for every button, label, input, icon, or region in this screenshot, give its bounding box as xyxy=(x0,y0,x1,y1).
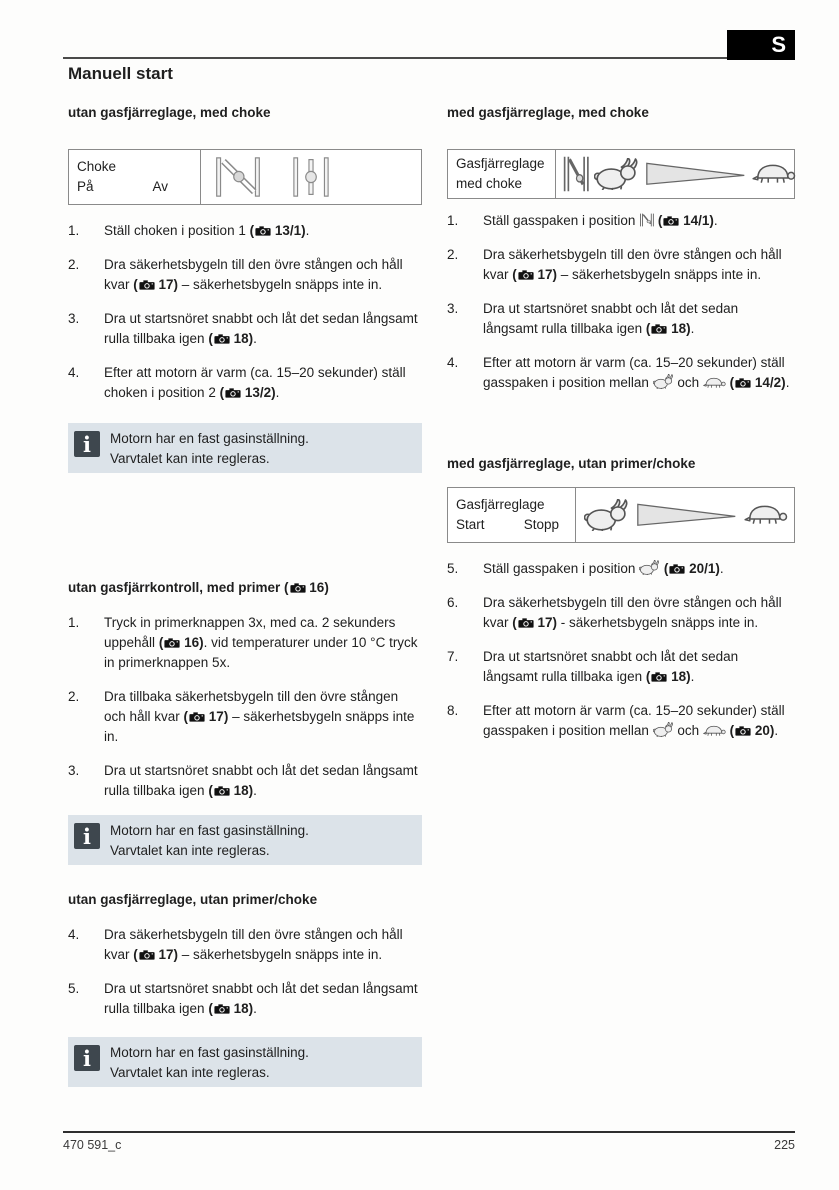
camera-icon xyxy=(734,373,751,393)
footer xyxy=(63,1138,795,1152)
figure-reference: ( 18) xyxy=(208,331,253,346)
section-heading-utan-gasfjarreglage-utan-primer-choke: utan gasfjärreglage, utan primer/choke xyxy=(68,892,318,907)
instruction-list xyxy=(68,613,422,801)
step-number: 3. xyxy=(68,311,80,326)
step-text: Dra säkerhetsbygeln till den övre stången och håll kvar ( 17) – säkerhetsbygeln snäpps inte in. xyxy=(104,255,422,295)
instruction-step xyxy=(447,647,795,687)
step-number: 3. xyxy=(447,301,459,316)
step-number: 2. xyxy=(68,257,80,272)
camera-icon xyxy=(662,211,679,231)
instruction-step xyxy=(68,363,422,403)
figure-reference: ( 14/1) xyxy=(658,213,714,228)
info-note xyxy=(68,815,422,865)
choke-symbol-table xyxy=(68,149,422,205)
instruction-step xyxy=(447,701,795,741)
right-column xyxy=(447,100,795,755)
instruction-step xyxy=(447,353,795,393)
instruction-step xyxy=(447,211,795,231)
info-note-line: Varvtalet kan inte regleras. xyxy=(110,451,270,466)
instruction-step xyxy=(447,559,795,579)
rabbit-icon xyxy=(584,499,630,532)
step-number: 4. xyxy=(68,365,80,380)
info-note-text xyxy=(110,1041,309,1083)
step-number: 1. xyxy=(447,213,459,228)
step-number: 2. xyxy=(68,689,80,704)
step-text: Dra säkerhetsbygeln till den övre stången och håll kvar ( 17) - säkerhetsbygeln snäpps inte in. xyxy=(483,593,795,633)
step-text: Efter att motorn är varm (ca. 15–20 sekunder) ställ gasspaken i position mellan och ( 14/2). xyxy=(483,353,795,393)
figure-reference: ( 14/2) xyxy=(730,375,786,390)
info-note-line: Motorn har en fast gasinställning. xyxy=(110,1045,309,1060)
step-number: 4. xyxy=(447,355,459,370)
figure-reference: ( 18) xyxy=(646,669,691,684)
info-note-line: Varvtalet kan inte regleras. xyxy=(110,1065,270,1080)
section-heading-utan-gasfjarreglage-med-choke: utan gasfjärreglage, med choke xyxy=(68,105,271,120)
figure-reference: ( 18) xyxy=(646,321,691,336)
camera-icon xyxy=(517,613,534,633)
stop-label: Stopp xyxy=(523,517,559,532)
choke-on-label: På xyxy=(77,179,94,194)
instruction-step xyxy=(68,687,422,747)
camera-icon xyxy=(289,579,306,597)
step-number: 1. xyxy=(68,223,80,238)
choke-open-icon xyxy=(289,157,333,198)
gas-table2-label-cell xyxy=(448,488,576,542)
step-text: Dra tillbaka säkerhetsbygeln till den övre stången och håll kvar ( 17) – säkerhetsbygeln snäpps inte in. xyxy=(104,689,415,744)
instruction-step xyxy=(447,593,795,633)
turtle-icon xyxy=(703,721,726,741)
language-badge: S xyxy=(727,30,795,60)
figure-reference: ( 16) xyxy=(159,635,204,650)
figure-reference: ( 17) xyxy=(512,267,557,282)
wedge-icon xyxy=(645,161,747,188)
step-text: Dra ut startsnöret snabbt och låt det sedan långsamt rulla tillbaka igen ( 18). xyxy=(104,761,422,801)
info-icon: i xyxy=(74,1045,100,1071)
choke-closed-icon xyxy=(215,157,261,198)
step-number: 2. xyxy=(447,247,459,262)
gas-remote-choke-symbol-table xyxy=(447,149,795,199)
step-text: Ställ choken i position 1 ( 13/1). xyxy=(104,221,422,241)
figure-reference: ( 20) xyxy=(730,723,775,738)
wedge-icon xyxy=(636,502,738,529)
gas-table2-symbols-cell xyxy=(576,488,794,542)
info-icon: i xyxy=(74,823,100,849)
section-heading-utan-gasfjarrkontroll-med-primer: utan gasfjärrkontroll, med primer ( 16) xyxy=(68,580,329,595)
chokepos-icon xyxy=(639,211,654,231)
figure-reference: ( 13/1) xyxy=(250,223,306,238)
choke-off-label: Av xyxy=(152,179,168,194)
instruction-list xyxy=(447,559,795,741)
info-note-text xyxy=(110,819,309,861)
gas-table2-title: Gasfjärreglage xyxy=(456,497,545,512)
step-text: Dra ut startsnöret snabbt och låt det sedan långsamt rulla tillbaka igen ( 18). xyxy=(104,309,422,349)
instruction-step xyxy=(447,299,795,339)
step-text: Efter att motorn är varm (ca. 15–20 sekunder) ställ gasspaken i position mellan och ( 20). xyxy=(483,701,795,741)
step-text: Efter att motorn är varm (ca. 15–20 sekunder) ställ choken i position 2 ( 13/2). xyxy=(104,363,422,403)
step-number: 7. xyxy=(447,649,459,664)
page-number: 225 xyxy=(774,1138,795,1152)
figure-reference: ( 17) xyxy=(184,709,229,724)
camera-icon xyxy=(224,383,241,403)
instruction-step xyxy=(68,221,422,241)
start-label: Start xyxy=(456,517,485,532)
turtle-icon xyxy=(744,504,788,527)
footer-rule xyxy=(63,1131,795,1133)
instruction-list xyxy=(68,221,422,403)
step-number: 1. xyxy=(68,615,80,630)
choke-table-label-cell xyxy=(69,150,201,204)
camera-icon xyxy=(668,559,685,579)
camera-icon xyxy=(650,667,667,687)
figure-reference: ( 17) xyxy=(512,615,557,630)
step-text: Ställ gasspaken i position ( 20/1). xyxy=(483,559,795,579)
instruction-step xyxy=(68,613,422,673)
choke-table-symbols-cell xyxy=(201,150,421,204)
camera-icon xyxy=(650,319,667,339)
camera-icon xyxy=(517,265,534,285)
info-note-text xyxy=(110,427,309,469)
instruction-step xyxy=(68,761,422,801)
turtle-icon xyxy=(703,373,726,393)
step-number: 5. xyxy=(447,561,459,576)
document-number: 470 591_c xyxy=(63,1138,122,1152)
camera-icon xyxy=(254,221,271,241)
camera-icon xyxy=(163,633,180,653)
info-note xyxy=(68,1037,422,1087)
instruction-step xyxy=(68,309,422,349)
figure-reference: ( 13/2) xyxy=(220,385,276,400)
rabbit-icon xyxy=(653,721,674,741)
info-icon: i xyxy=(74,431,100,457)
section-heading-med-gasfjarreglage-utan-primer-choke: med gasfjärreglage, utan primer/choke xyxy=(447,456,696,471)
step-text: Dra säkerhetsbygeln till den övre stången och håll kvar ( 17) – säkerhetsbygeln snäpps inte in. xyxy=(483,245,795,285)
instruction-step xyxy=(68,979,422,1019)
instruction-list xyxy=(68,925,422,1019)
step-text: Dra ut startsnöret snabbt och låt det sedan långsamt rulla tillbaka igen ( 18). xyxy=(104,979,422,1019)
turtle-icon xyxy=(752,163,796,186)
figure-reference: ( 18) xyxy=(208,783,253,798)
camera-icon xyxy=(213,329,230,349)
camera-icon xyxy=(188,707,205,727)
step-text: Ställ gasspaken i position ( 14/1). xyxy=(483,211,795,231)
choke-table-title: Choke xyxy=(77,159,117,174)
figure-reference: ( 16) xyxy=(284,580,329,595)
header-rule xyxy=(63,57,729,59)
rabbit-icon xyxy=(639,559,660,579)
page-title: Manuell start xyxy=(68,64,173,83)
gas-table1-subtitle: med choke xyxy=(456,176,523,191)
figure-reference: ( 17) xyxy=(133,277,178,292)
instruction-step xyxy=(68,255,422,295)
info-note xyxy=(68,423,422,473)
instruction-step xyxy=(68,925,422,965)
step-text: Dra ut startsnöret snabbt och låt det sedan långsamt rulla tillbaka igen ( 18). xyxy=(483,647,795,687)
gas-remote-start-stop-symbol-table xyxy=(447,487,795,543)
step-text: Tryck in primerknappen 3x, med ca. 2 sekunders uppehåll ( 16). vid temperaturer under 10 °C tryck in primerknappen 5x. xyxy=(104,615,418,670)
step-text: Dra ut startsnöret snabbt och låt det sedan långsamt rulla tillbaka igen ( 18). xyxy=(483,299,795,339)
step-number: 6. xyxy=(447,595,459,610)
step-number: 8. xyxy=(447,703,459,718)
figure-reference: ( 18) xyxy=(208,1001,253,1016)
step-number: 5. xyxy=(68,981,80,996)
figure-reference: ( 20/1) xyxy=(664,561,720,576)
section-heading-med-gasfjarreglage-med-choke: med gasfjärreglage, med choke xyxy=(447,105,649,120)
camera-icon xyxy=(138,275,155,295)
figure-reference: ( 17) xyxy=(133,947,178,962)
instruction-list xyxy=(447,211,795,393)
info-note-line: Motorn har en fast gasinställning. xyxy=(110,823,309,838)
gas-table1-symbols-cell xyxy=(556,150,802,198)
camera-icon xyxy=(734,721,751,741)
rabbit-icon xyxy=(653,373,674,393)
choke-lever-icon xyxy=(562,155,589,194)
step-number: 4. xyxy=(68,927,80,942)
camera-icon xyxy=(213,999,230,1019)
gas-table1-label-cell xyxy=(448,150,556,198)
rabbit-icon xyxy=(594,158,640,191)
left-column xyxy=(68,100,422,1087)
step-number: 3. xyxy=(68,763,80,778)
info-note-line: Motorn har en fast gasinställning. xyxy=(110,431,309,446)
step-text: Dra säkerhetsbygeln till den övre stången och håll kvar ( 17) – säkerhetsbygeln snäpps inte in. xyxy=(104,925,422,965)
info-note-line: Varvtalet kan inte regleras. xyxy=(110,843,270,858)
camera-icon xyxy=(213,781,230,801)
gas-table1-title: Gasfjärreglage xyxy=(456,156,545,171)
camera-icon xyxy=(138,945,155,965)
instruction-step xyxy=(447,245,795,285)
